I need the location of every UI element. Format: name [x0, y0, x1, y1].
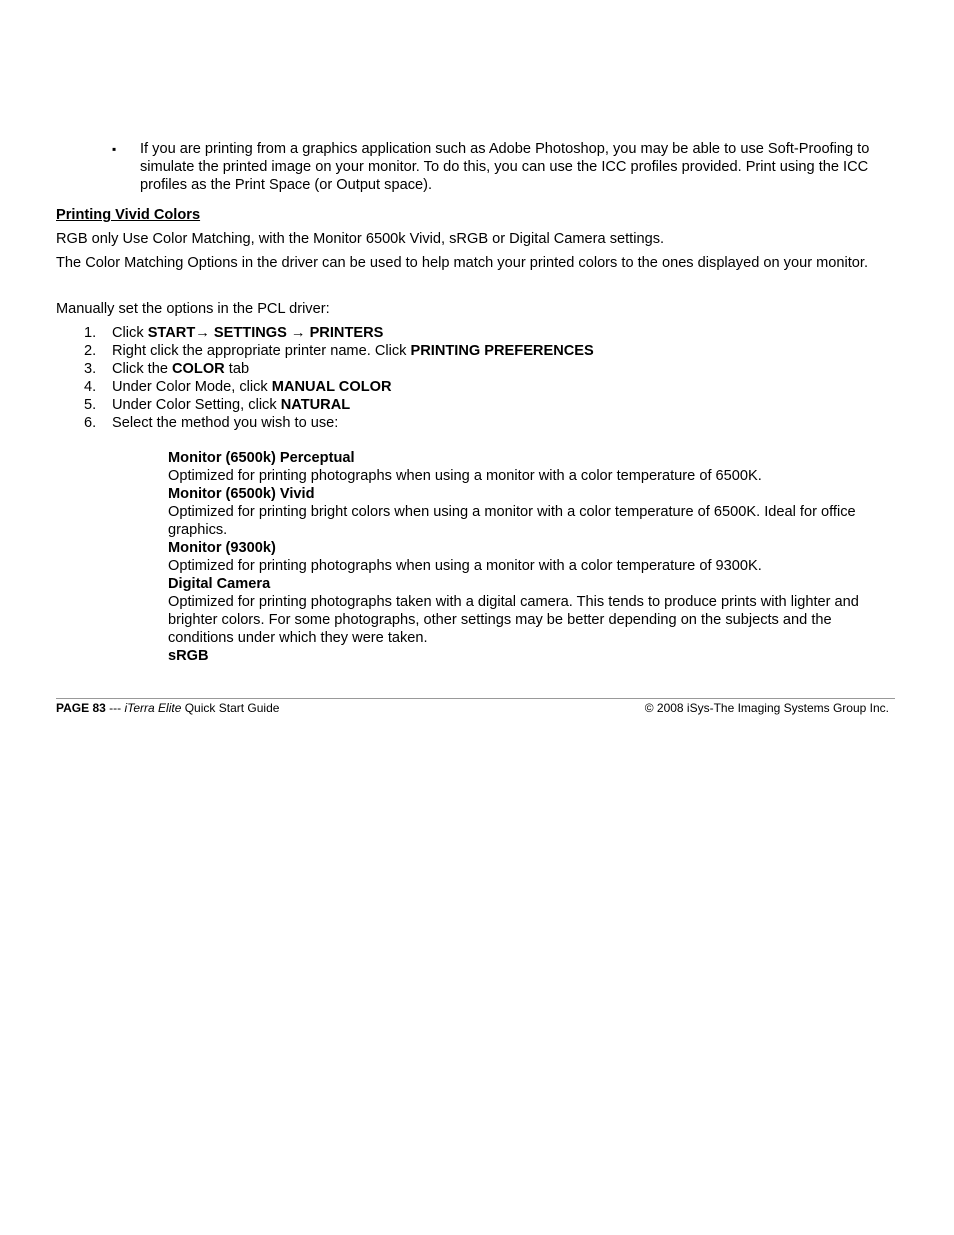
step-number: 6.: [84, 415, 97, 431]
step-item: [84, 378, 884, 396]
step-text: Click START→ SETTINGS → PRINTERS: [112, 325, 384, 341]
step-number: 1.: [84, 325, 97, 341]
method-title: Monitor (6500k) Perceptual: [168, 450, 355, 466]
methods-list: [168, 449, 888, 665]
step-number: 3.: [84, 361, 97, 377]
step-text: Under Color Setting, click NATURAL: [112, 397, 351, 413]
footer-page-info: PAGE 83 --- iTerra Elite Quick Start Guide: [56, 701, 280, 715]
method-title: sRGB: [168, 648, 209, 664]
footer-copyright: © 2008 iSys-The Imaging Systems Group Inc.: [644, 701, 889, 715]
page-number: PAGE 83: [56, 701, 106, 715]
paragraph-rgb-only: RGB only Use Color Matching, with the Monitor 6500k Vivid, sRGB or Digital Camera settings.: [56, 231, 665, 247]
bullet-text: If you are printing from a graphics application such as Adobe Photoshop, you may be able to use Soft-Proofing to simulate the printed image on your monitor. To do this, you can use the ICC profiles provided. Print using the ICC profiles as the Print Space (or Output space).: [140, 141, 870, 193]
paragraph-color-matching: The Color Matching Options in the driver can be used to help match your printed colors to the ones displayed on your monitor.: [56, 255, 869, 271]
method-title: Digital Camera: [168, 576, 271, 592]
step-number: 2.: [84, 343, 97, 359]
product-name: iTerra Elite: [124, 701, 182, 715]
method-description: Optimized for printing photographs when using a monitor with a color temperature of 9300K.: [168, 558, 762, 574]
step-text: Right click the appropriate printer name. Click PRINTING PREFERENCES: [112, 343, 594, 359]
bullet-item: [112, 140, 872, 194]
steps-list: [84, 324, 884, 432]
step-text: Click the COLOR tab: [112, 361, 250, 377]
step-text: Select the method you wish to use:: [112, 415, 339, 431]
step-number: 4.: [84, 379, 97, 395]
step-item: [84, 396, 884, 414]
method-description: Optimized for printing bright colors when using a monitor with a color temperature of 6500K. Ideal for office graphics.: [168, 504, 856, 538]
step-item: [84, 360, 884, 378]
method-description: Optimized for printing photographs when using a monitor with a color temperature of 6500K.: [168, 468, 762, 484]
paragraph-manual-options: Manually set the options in the PCL driver:: [56, 301, 330, 317]
method-title: Monitor (6500k) Vivid: [168, 486, 315, 502]
section-heading: Printing Vivid Colors: [56, 207, 201, 223]
step-item: [84, 324, 884, 342]
square-bullet-icon: ▪: [112, 142, 117, 156]
method-title: Monitor (9300k): [168, 540, 276, 556]
footer-divider: [56, 698, 895, 699]
method-description: Optimized for printing photographs taken with a digital camera. This tends to produce prints with lighter and brighter colors. For some photographs, other settings may be better depending on the subjects and the conditions under which they were taken.: [168, 594, 859, 646]
step-number: 5.: [84, 397, 97, 413]
step-item: [84, 342, 884, 360]
step-item: [84, 414, 884, 432]
step-text: Under Color Mode, click MANUAL COLOR: [112, 379, 392, 395]
